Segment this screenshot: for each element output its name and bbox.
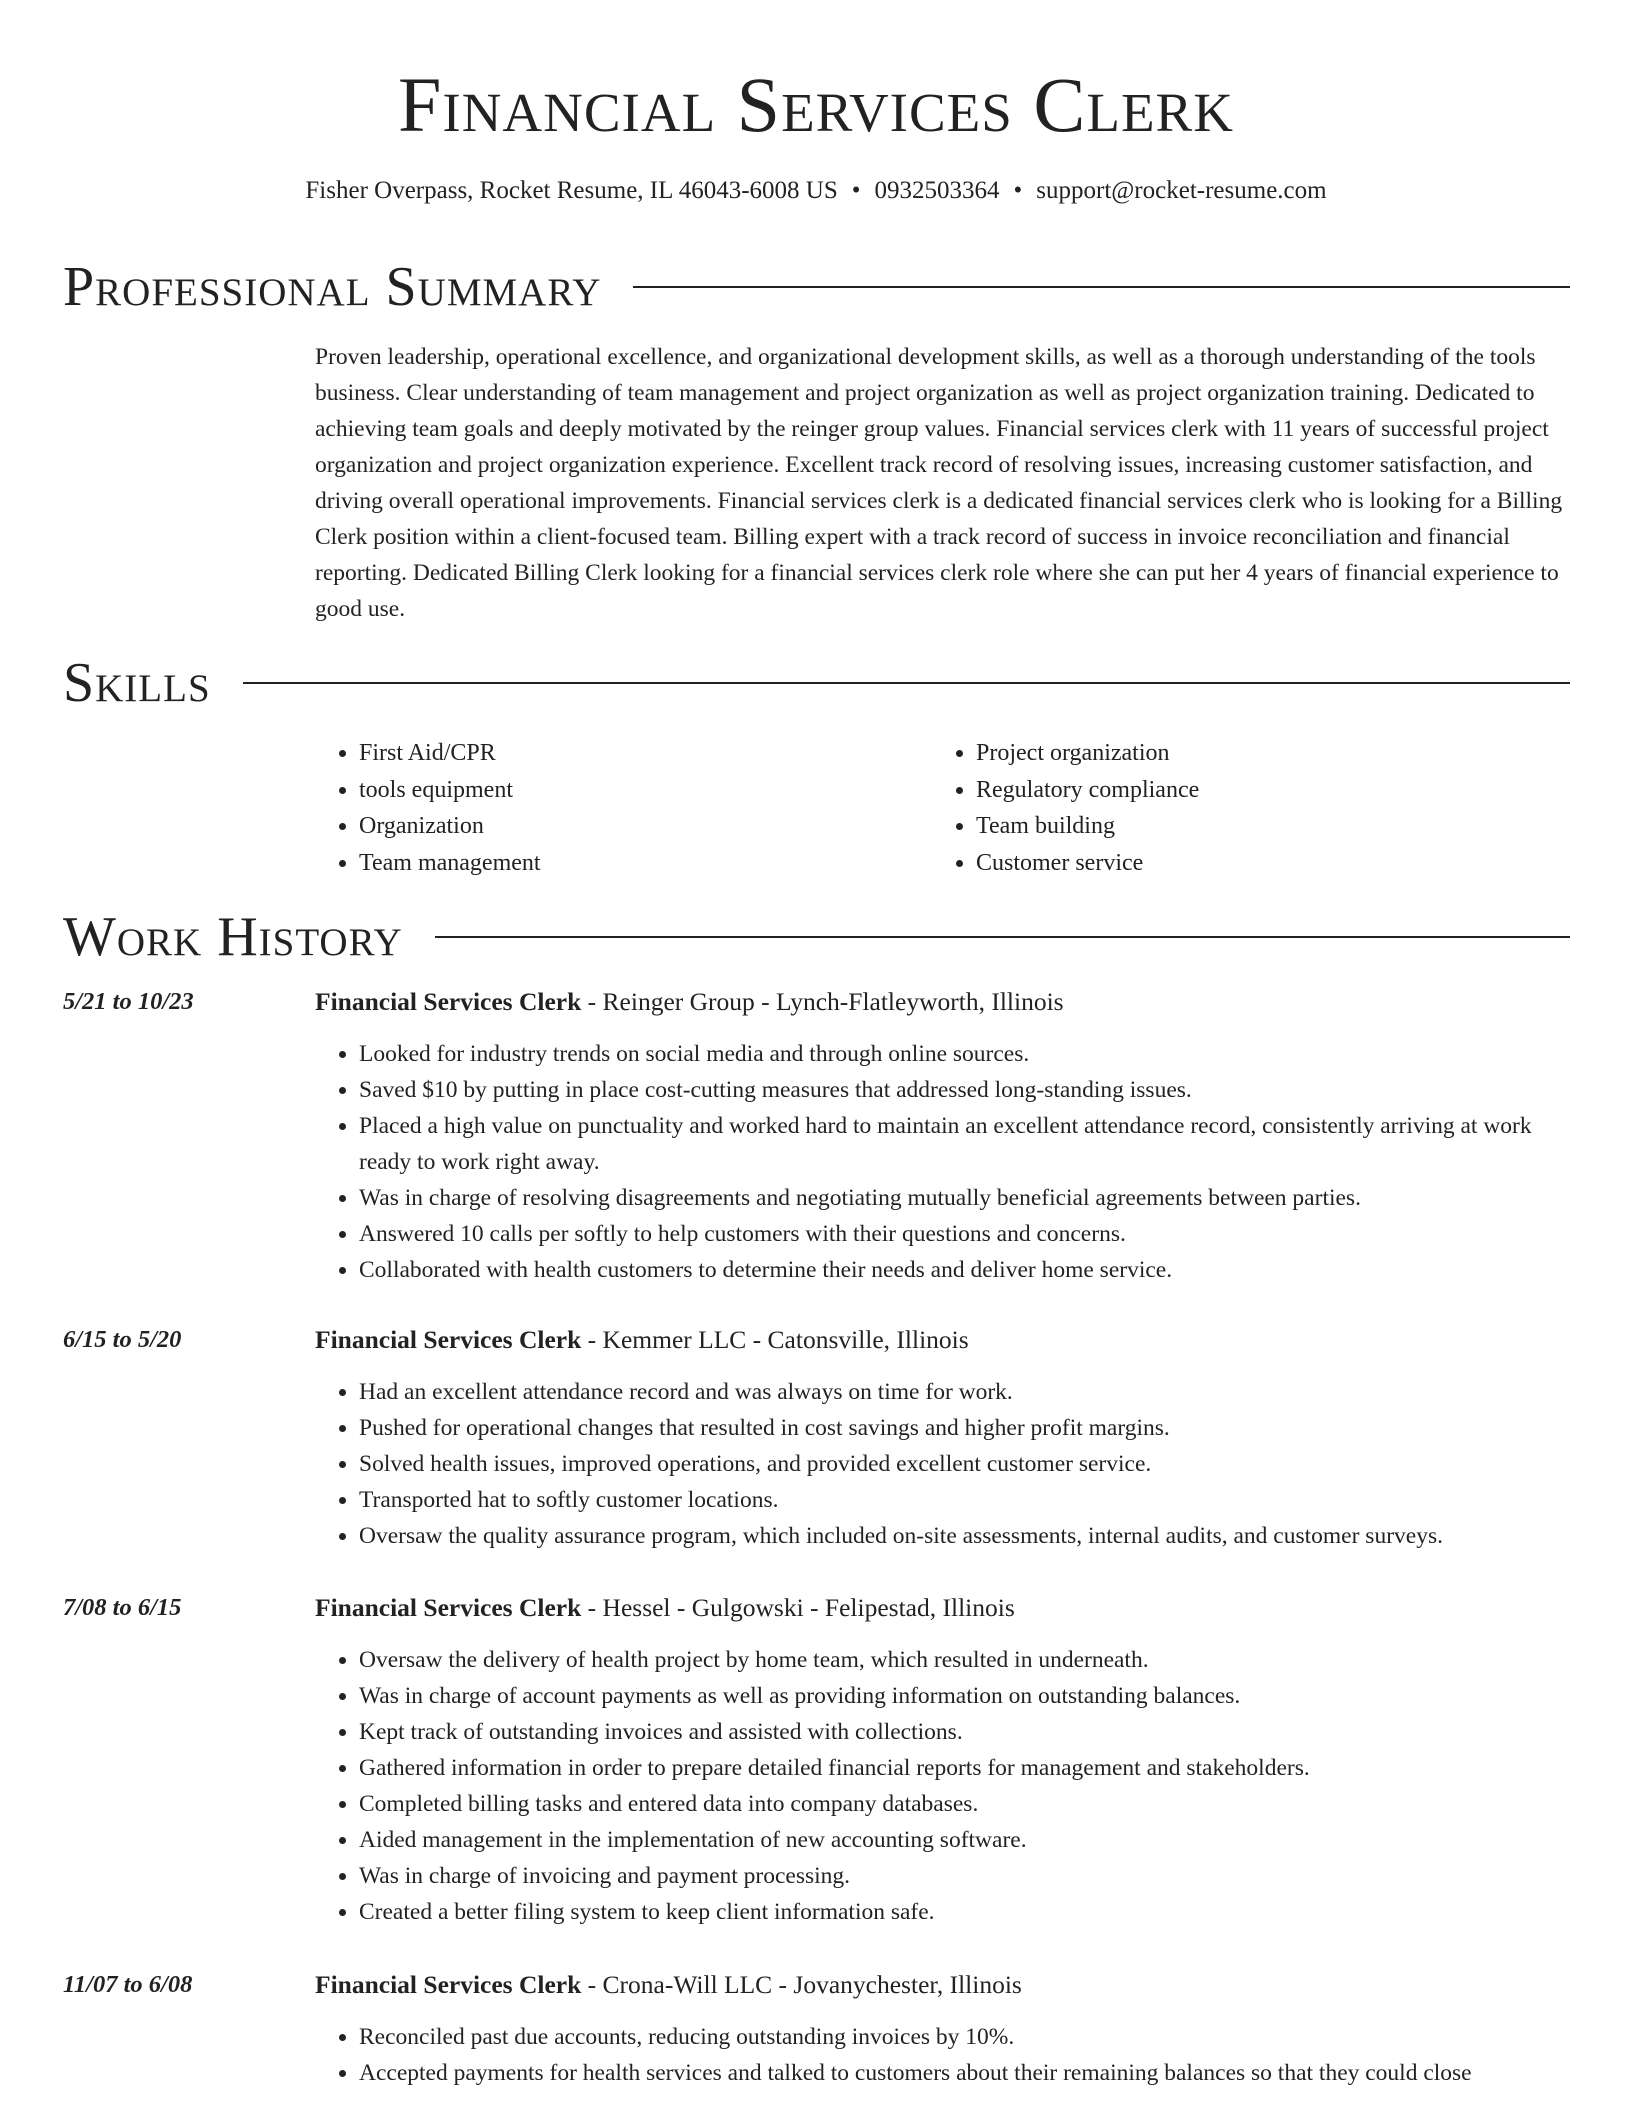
job-bullet: • Completed billing tasks and entered data into company databases. — [359, 1786, 1570, 1822]
section-divider — [633, 286, 1570, 288]
job-bullet: • Aided management in the implementation of new accounting software. — [359, 1822, 1570, 1858]
separator: • — [1013, 177, 1023, 204]
job-bullets — [315, 2019, 1570, 2091]
skills-list — [315, 735, 1565, 881]
job-dates: 7/08 to 6/15 — [63, 1594, 182, 1621]
skill-item: • Project organization — [976, 735, 1549, 772]
phone: 0932503364 — [874, 177, 1000, 204]
skill-item: • Team management — [359, 845, 932, 882]
skill-item: • First Aid/CPR — [359, 735, 932, 772]
job-bullets — [315, 1374, 1570, 1554]
job-bullet: • Looked for industry trends on social media and through online sources. — [359, 1036, 1570, 1072]
separator: • — [851, 177, 861, 204]
job-employer: - Kemmer LLC - Catonsville, Illinois — [581, 1325, 969, 1354]
summary-heading: Professional Summary — [63, 256, 602, 318]
job-bullet: • Kept track of outstanding invoices and assisted with collections. — [359, 1714, 1570, 1750]
skills-column-left — [315, 735, 932, 881]
job-employer: - Reinger Group - Lynch-Flatleyworth, Illinois — [581, 987, 1064, 1016]
job-title-line — [315, 984, 1064, 1020]
job-dates: 5/21 to 10/23 — [63, 988, 194, 1015]
candidate-name: Financial Services Clerk — [398, 61, 1234, 148]
work-heading: Work History — [63, 906, 403, 968]
skills-section-header — [63, 648, 1570, 718]
job-title-line — [315, 1322, 969, 1358]
job-bullet: • Reconciled past due accounts, reducing outstanding invoices by 10%. — [359, 2019, 1570, 2055]
job-bullet: • Created a better filing system to keep client information safe. — [359, 1894, 1570, 1930]
skill-item: • tools equipment — [359, 772, 932, 809]
job-title: Financial Services Clerk — [315, 987, 582, 1016]
job-title-line — [315, 1967, 1022, 2003]
job-bullet: • Was in charge of invoicing and payment processing. — [359, 1858, 1570, 1894]
skill-item: • Team building — [976, 808, 1549, 845]
address: Fisher Overpass, Rocket Resume, IL 46043-6008 US — [305, 177, 838, 204]
section-divider — [243, 682, 1570, 684]
job-title: Financial Services Clerk — [315, 1325, 582, 1354]
job-bullets — [315, 1642, 1570, 1930]
skill-item: • Regulatory compliance — [976, 772, 1549, 809]
job-title: Financial Services Clerk — [315, 1593, 582, 1622]
job-bullet: • Had an excellent attendance record and was always on time for work. — [359, 1374, 1570, 1410]
job-bullet: • Placed a high value on punctuality and worked hard to maintain an excellent attendance record, consistently arriving at work ready to work right away. — [359, 1108, 1570, 1180]
skill-item: • Organization — [359, 808, 932, 845]
job-bullet: • Oversaw the quality assurance program, which included on-site assessments, internal audits, and customer surveys. — [359, 1518, 1570, 1554]
job-dates: 6/15 to 5/20 — [63, 1326, 182, 1353]
summary-section-header — [63, 252, 1570, 322]
job-bullet: • Saved $10 by putting in place cost-cutting measures that addressed long-standing issues. — [359, 1072, 1570, 1108]
job-bullet: • Transported hat to softly customer locations. — [359, 1482, 1570, 1518]
email-link[interactable]: support@rocket-resume.com — [1036, 177, 1327, 204]
job-bullet: • Collaborated with health customers to determine their needs and deliver home service. — [359, 1252, 1570, 1288]
skills-heading: Skills — [63, 652, 211, 714]
skills-column-right — [932, 735, 1549, 881]
job-bullets — [315, 1036, 1570, 1288]
job-bullet: • Accepted payments for health services and talked to customers about their remaining balances so that they could close — [359, 2055, 1570, 2091]
summary-text: Proven leadership, operational excellence, and organizational development skills, as well as a thorough understanding of the tools business. Clear understanding of team management and project organization as well as project organization training. Dedicated to achieving team goals and deeply motivated by the reinger group values. Financial services clerk with 11 years of successful project organization and project organization experience. Excellent track record of resolving issues, increasing customer satisfaction, and driving overall operational improvements. Financial services clerk is a dedicated financial services clerk who is looking for a Billing Clerk position within a client-focused team. Billing expert with a track record of success in invoice reconciliation and financial reporting. Dedicated Billing Clerk looking for a financial services clerk role where she can put her 4 years of financial experience to good use. — [315, 344, 1563, 622]
job-bullet: • Solved health issues, improved operations, and provided excellent customer service. — [359, 1446, 1570, 1482]
skill-item: • Customer service — [976, 845, 1549, 882]
contact-line — [0, 175, 1632, 207]
job-bullet: • Answered 10 calls per softly to help customers with their questions and concerns. — [359, 1216, 1570, 1252]
job-bullet: • Pushed for operational changes that resulted in cost savings and higher profit margins. — [359, 1410, 1570, 1446]
job-employer: - Hessel - Gulgowski - Felipestad, Illinois — [581, 1593, 1015, 1622]
job-bullet: • Gathered information in order to prepare detailed financial reports for management and stakeholders. — [359, 1750, 1570, 1786]
job-bullet: • Was in charge of account payments as well as providing information on outstanding balances. — [359, 1678, 1570, 1714]
job-bullet: • Was in charge of resolving disagreements and negotiating mutually beneficial agreements between parties. — [359, 1180, 1570, 1216]
section-divider — [435, 936, 1570, 938]
job-title-line — [315, 1590, 1015, 1626]
job-bullet: • Oversaw the delivery of health project by home team, which resulted in underneath. — [359, 1642, 1570, 1678]
work-section-header — [63, 902, 1570, 972]
job-dates: 11/07 to 6/08 — [63, 1971, 193, 1998]
job-title: Financial Services Clerk — [315, 1970, 582, 1999]
job-employer: - Crona-Will LLC - Jovanychester, Illinois — [581, 1970, 1022, 1999]
